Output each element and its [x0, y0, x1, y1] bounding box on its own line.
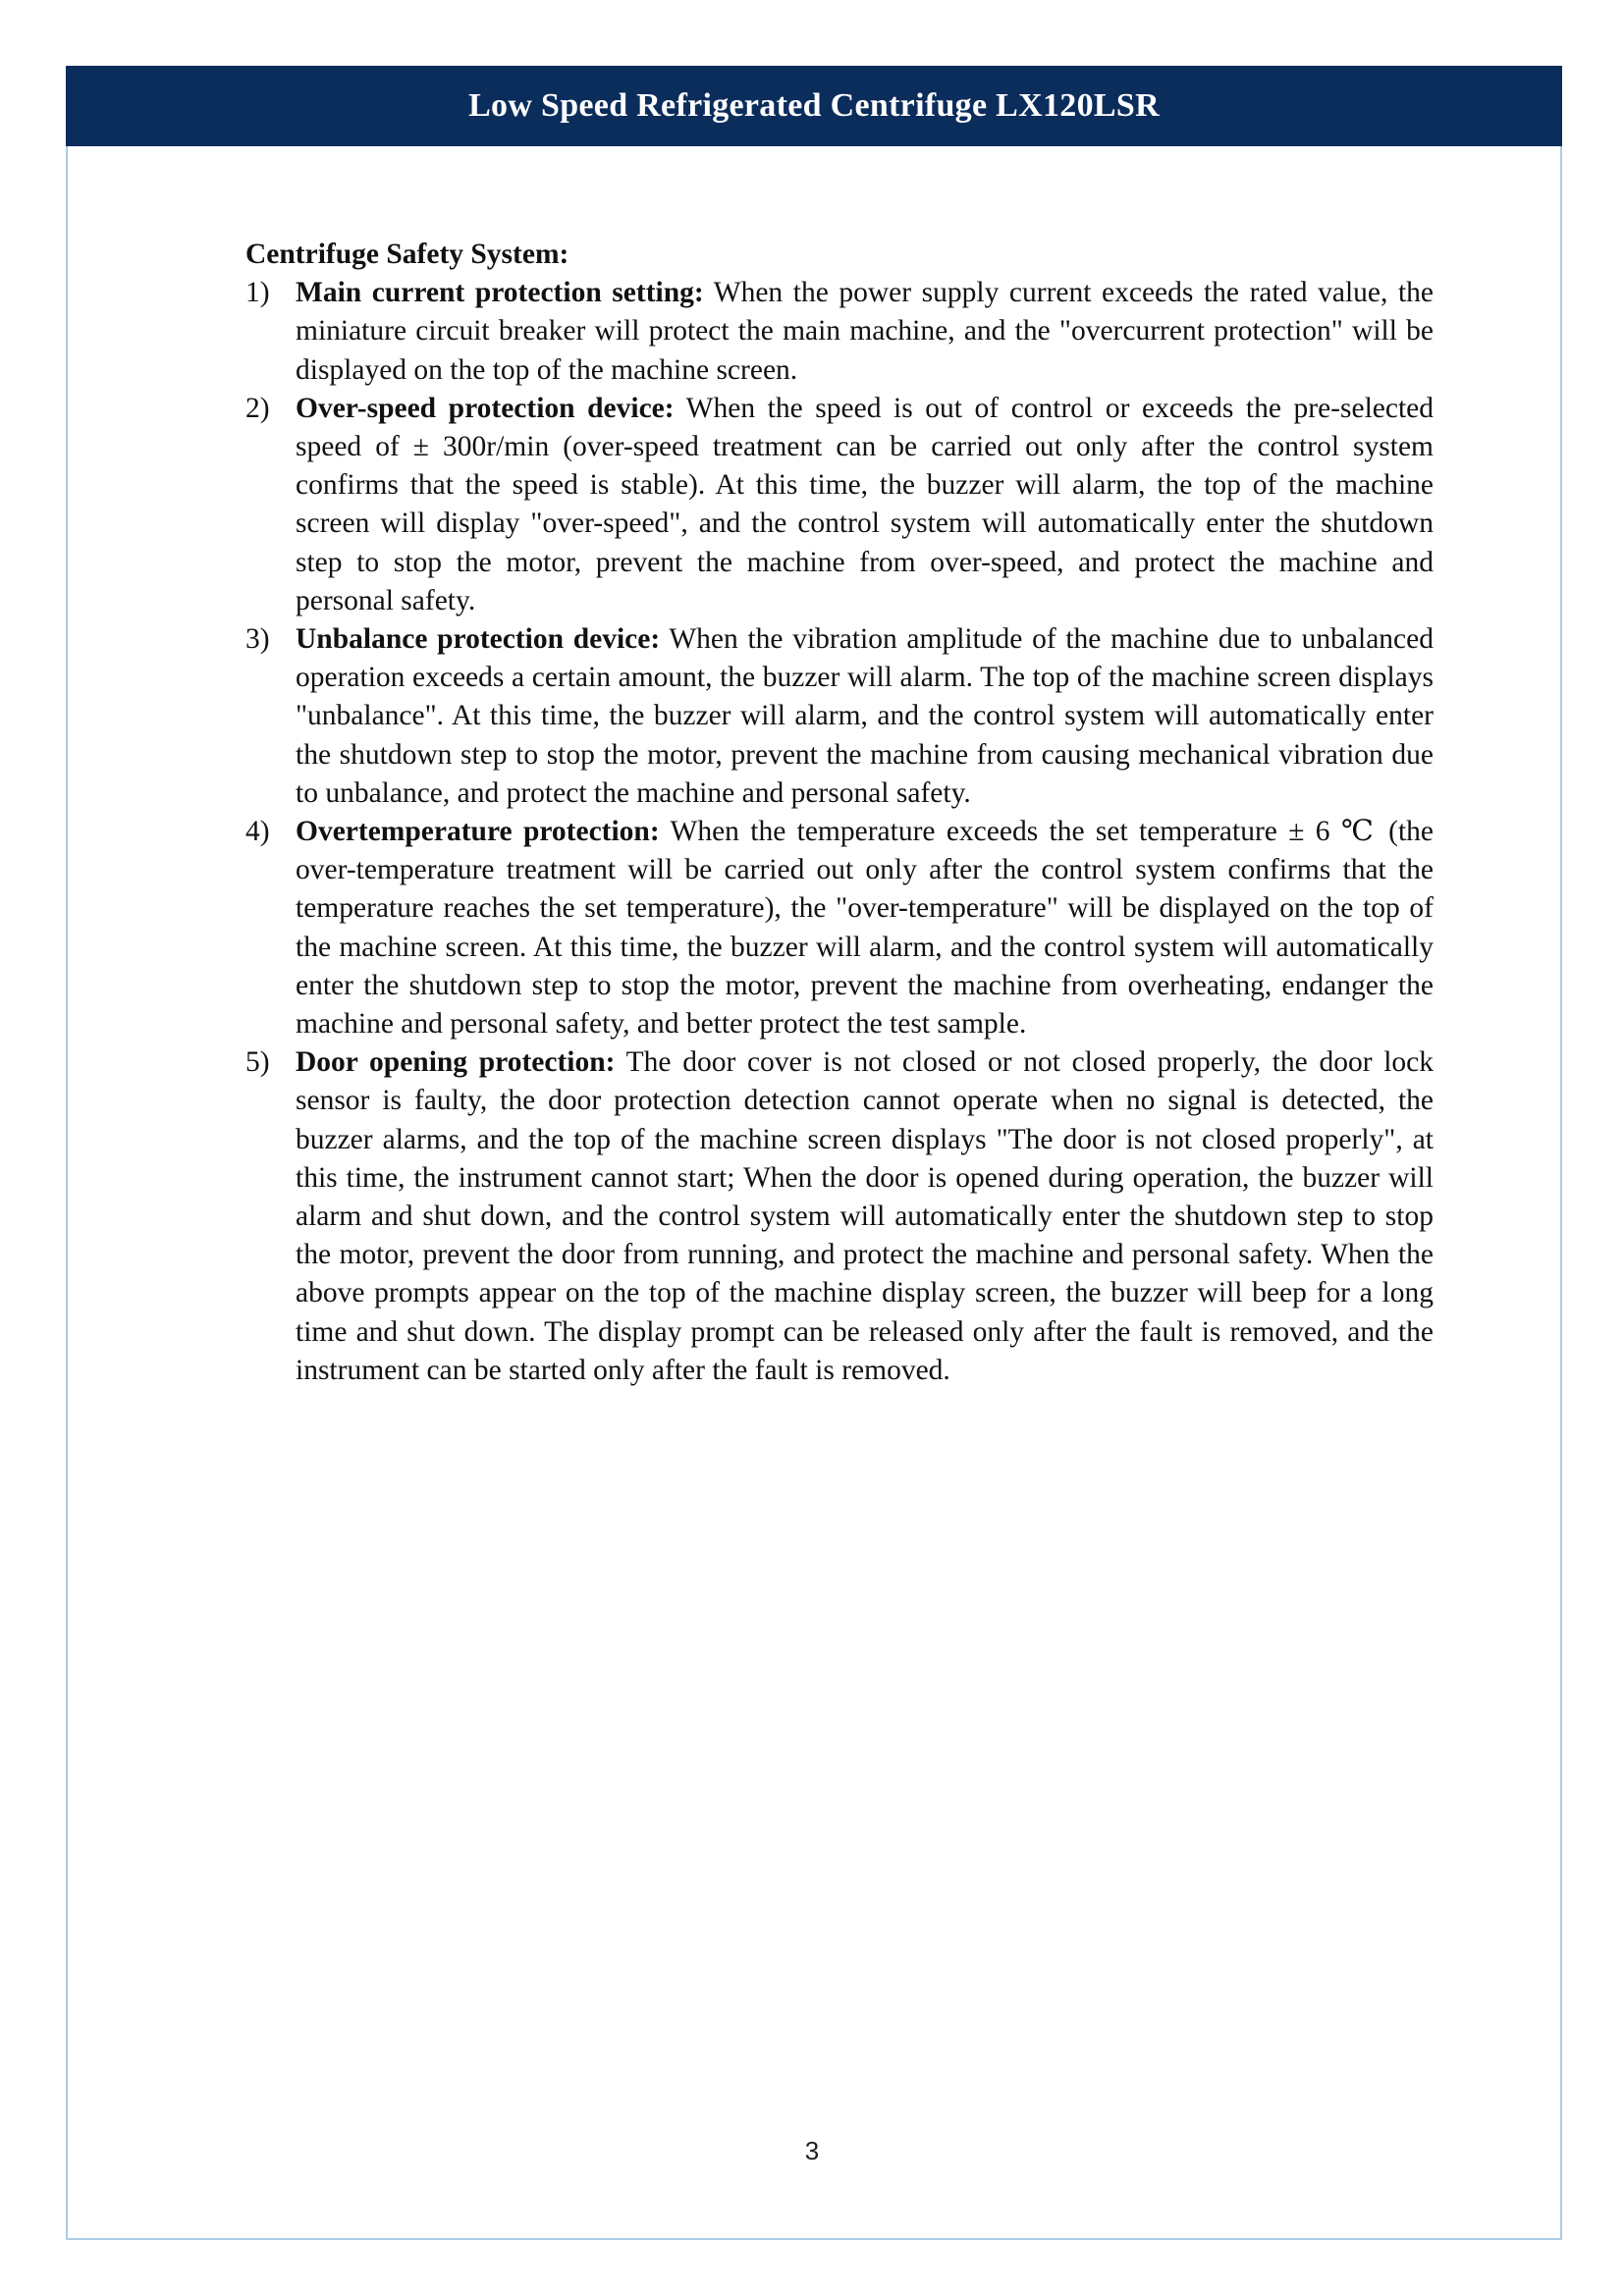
item-number: 2): [245, 392, 270, 424]
list-item: [245, 274, 1434, 390]
item-lead: Door opening protection:: [296, 1046, 616, 1079]
item-text: When the vibration amplitude of the machine due to unbalanced operation exceeds a certain amount, the buzzer will alarm. The top of the machine screen displays "unbalance". At this time, the buzzer will alarm, and the control system will automatically enter the shutdown step to stop the motor, prevent the machine from causing mechanical vibration due to unbalance, and protect the machine and personal safety.: [296, 623, 1434, 809]
document-title: Low Speed Refrigerated Centrifuge LX120LSR: [468, 87, 1160, 124]
item-number: 3): [245, 623, 270, 656]
page-content: [245, 236, 1434, 1390]
page-number: 3: [804, 2136, 820, 2165]
list-item: [245, 813, 1434, 1043]
item-text: When the power supply current exceeds the rated value, the miniature circuit breaker will protect the main machine, and the "overcurrent protection" will be displayed on the top of the machine screen.: [296, 277, 1434, 386]
item-text: The door cover is not closed or not closed properly, the door lock sensor is faulty, the door protection detection cannot operate when no signal is detected, the buzzer alarms, and the top of the machine screen displays "The door is not closed properly", at this time, the instrument cannot start; When the door is opened during operation, the buzzer will alarm and shut down, and the control system will automatically enter the shutdown step to stop the motor, prevent the door from running, and protect the machine and personal safety. When the above prompts appear on the top of the machine display screen, the buzzer will beep for a long time and shut down. The display prompt can be released only after the fault is removed, and the instrument can be started only after the fault is removed.: [296, 1046, 1434, 1386]
item-lead: Main current protection setting:: [296, 277, 704, 309]
list-item: [245, 620, 1434, 813]
item-lead: Over-speed protection device:: [296, 392, 675, 424]
list-item: [245, 1043, 1434, 1390]
item-number: 5): [245, 1046, 270, 1079]
section-heading: Centrifuge Safety System:: [245, 239, 569, 270]
header-band: [66, 66, 1562, 146]
safety-list: [245, 274, 1434, 1390]
item-text: When the temperature exceeds the set temperature ± 6 ℃ (the over-temperature treatment will be carried out only after the control system confirms that the temperature reaches the set temperature), the "over-temperature" will be displayed on the top of the machine screen. At this time, the buzzer will alarm, and the control system will automatically enter the shutdown step to stop the motor, prevent the machine from overheating, endanger the machine and personal safety, and better protect the test sample.: [296, 816, 1434, 1041]
item-number: 1): [245, 277, 270, 309]
list-item: [245, 390, 1434, 620]
item-lead: Unbalance protection device:: [296, 623, 661, 656]
item-number: 4): [245, 816, 270, 848]
item-lead: Overtemperature protection:: [296, 816, 660, 848]
item-text: When the speed is out of control or exceeds the pre-selected speed of ± 300r/min (over-speed treatment can be carried out only after the control system confirms that the speed is stable). At this time, the buzzer will alarm, the top of the machine screen will display "over-speed", and the control system will automatically enter the shutdown step to stop the motor, prevent the machine from over-speed, and protect the machine and personal safety.: [296, 392, 1435, 616]
